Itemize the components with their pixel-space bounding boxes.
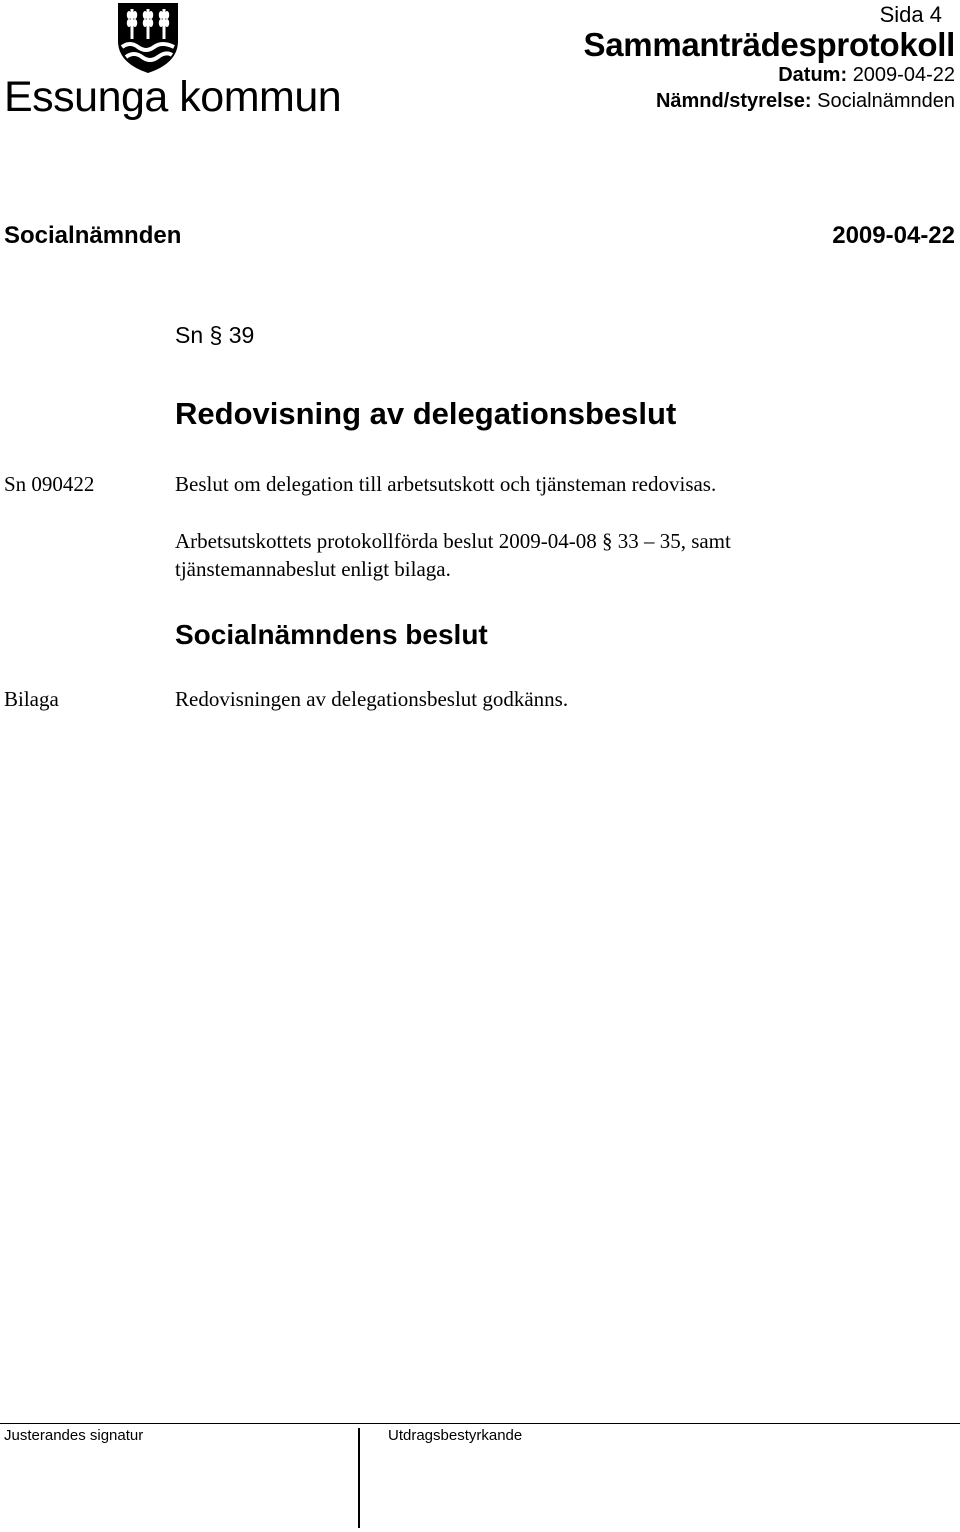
- paragraph-1: Beslut om delegation till arbetsutskott och tjänsteman redovisas.: [175, 472, 717, 496]
- date-value: 2009-04-22: [852, 64, 955, 86]
- board-name: Socialnämnden: [4, 222, 182, 249]
- paragraph-2-line-2: tjänstemannabeslut enligt bilaga.: [175, 557, 451, 581]
- board-label: Nämnd/styrelse:: [655, 90, 812, 112]
- logo-wordmark: Essunga kommun: [4, 73, 342, 121]
- signature-label: Justerandes signatur: [4, 1427, 144, 1444]
- header-board: [656, 90, 955, 113]
- board-value: Socialnämnden: [817, 90, 955, 112]
- header-date: [778, 64, 955, 87]
- board-date: 2009-04-22: [832, 222, 955, 249]
- document-title: Sammanträdesprotokoll: [583, 26, 955, 63]
- municipal-coat-of-arms-icon: [116, 1, 180, 75]
- footer-rule: [0, 1423, 960, 1424]
- reference-code: Sn 090422: [4, 472, 95, 496]
- decision-heading: Socialnämndens beslut: [175, 619, 488, 650]
- attachment-label: Bilaga: [4, 687, 59, 711]
- paragraph-2-line-1: Arbetsutskottets protokollförda beslut 2009-04-08 § 33 – 35, samt: [175, 529, 731, 553]
- section-title: Redovisning av delegationsbeslut: [175, 396, 677, 431]
- page-number: Sida 4: [879, 2, 942, 27]
- certification-label: Utdragsbestyrkande: [388, 1427, 523, 1444]
- section-number: Sn § 39: [175, 322, 255, 348]
- paragraph-2: [175, 527, 731, 583]
- date-label: Datum:: [778, 64, 848, 86]
- footer-divider: [358, 1428, 360, 1528]
- decision-text: Redovisningen av delegationsbeslut godkänns.: [175, 687, 569, 711]
